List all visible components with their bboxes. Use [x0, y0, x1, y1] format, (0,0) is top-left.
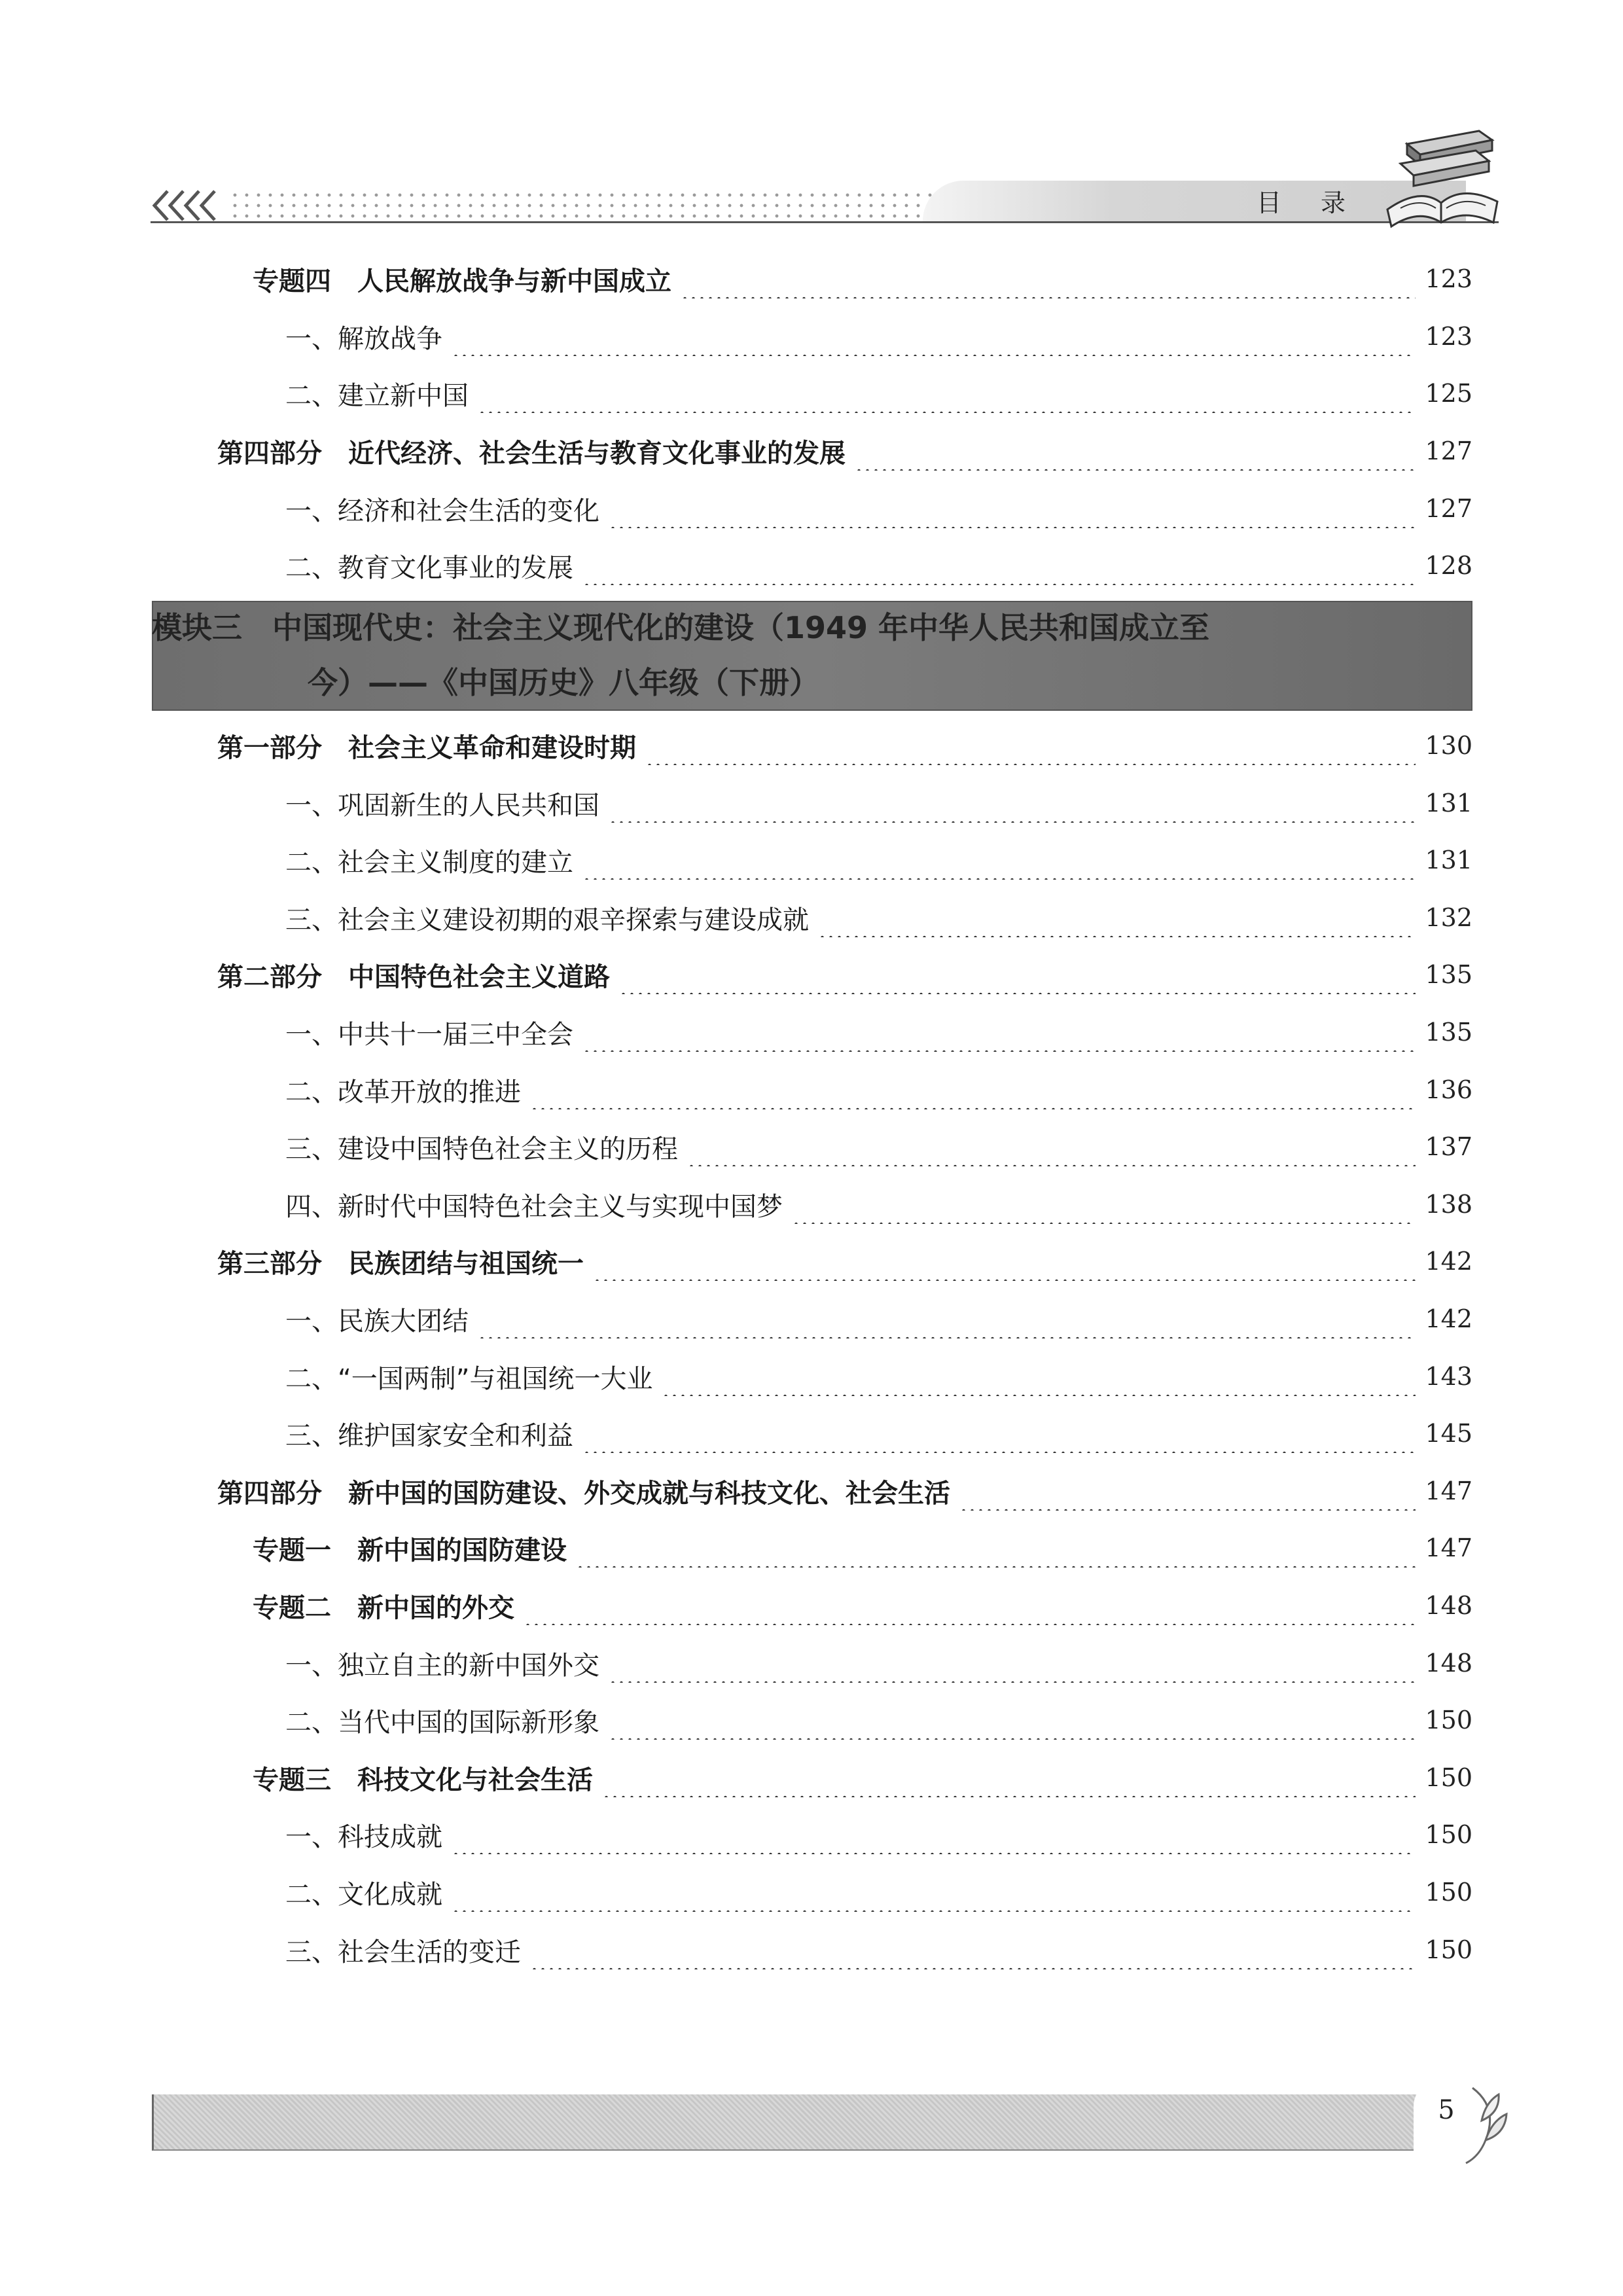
toc-entry-page: 143 — [1425, 1362, 1472, 1391]
toc-entry-page: 137 — [1425, 1132, 1472, 1161]
toc-entry[interactable] — [217, 1471, 1472, 1511]
dot-leader — [582, 546, 1416, 585]
toc-entry-label: 一、巩固新生的人民共和国 — [285, 790, 599, 821]
toc-entry-label: 第四部分 近代经济、社会生活与教育文化事业的发展 — [217, 438, 846, 469]
toc-entry-page: 123 — [1425, 264, 1472, 293]
section-label: 目录 — [1257, 188, 1385, 217]
dot-leader — [602, 1758, 1416, 1797]
toc-entry-page: 150 — [1425, 1878, 1472, 1907]
dot-leader — [452, 1873, 1416, 1912]
toc-entry-page: 148 — [1425, 1591, 1472, 1620]
dot-leader — [582, 840, 1416, 880]
toc-entry[interactable] — [285, 1013, 1472, 1052]
dot-leader — [593, 1242, 1416, 1281]
toc-entry-page: 147 — [1425, 1477, 1472, 1505]
toc-entry-label: 第一部分 社会主义革命和建设时期 — [217, 732, 636, 763]
toc-entry-label: 三、建设中国特色社会主义的历程 — [285, 1134, 678, 1164]
toc-entry-label: 第二部分 中国特色社会主义道路 — [217, 961, 610, 992]
toc-entry-page: 142 — [1425, 1304, 1472, 1333]
toc-entry-label: 二、文化成就 — [285, 1879, 442, 1910]
toc-entry-page: 142 — [1425, 1247, 1472, 1276]
toc-entry[interactable] — [285, 783, 1472, 823]
toc-entry[interactable] — [285, 546, 1472, 585]
toc-entry-label: 三、维护国家安全和利益 — [285, 1420, 573, 1451]
dot-leader — [452, 1815, 1416, 1854]
dot-leader — [609, 783, 1416, 823]
toc-entry-label: 专题四 人民解放战争与新中国成立 — [253, 266, 671, 296]
toc-entry[interactable] — [285, 1185, 1472, 1224]
toc-entry-label: 一、民族大团结 — [285, 1306, 469, 1336]
toc-entry[interactable] — [285, 1700, 1472, 1740]
toc-entry[interactable] — [217, 726, 1472, 765]
toc-entry-page: 147 — [1425, 1534, 1472, 1562]
toc-entry[interactable] — [285, 1357, 1472, 1396]
toc-entry-page: 136 — [1425, 1075, 1472, 1104]
toc-entry-page: 127 — [1425, 437, 1472, 465]
toc-entry-label: 二、“一国两制”与祖国统一大业 — [285, 1363, 653, 1394]
toc-entry-label: 三、社会生活的变迁 — [285, 1937, 521, 1967]
toc-entry[interactable] — [285, 1299, 1472, 1338]
toc-entry[interactable] — [285, 489, 1472, 528]
toc-entry[interactable] — [285, 1127, 1472, 1166]
toc-entry-label: 一、中共十一届三中全会 — [285, 1019, 573, 1050]
toc-entry[interactable] — [285, 840, 1472, 880]
toc-entry-page: 128 — [1425, 551, 1472, 580]
toc-entry-page: 138 — [1425, 1190, 1472, 1219]
toc-entry-label: 第四部分 新中国的国防建设、外交成就与科技文化、社会生活 — [217, 1478, 950, 1509]
toc-entry-label: 三、社会主义建设初期的艰辛探索与建设成就 — [285, 905, 809, 935]
dot-leader — [687, 1127, 1416, 1166]
dot-leader — [619, 955, 1416, 994]
toc-entry-label: 一、解放战争 — [285, 323, 442, 354]
toc-entry-page: 131 — [1425, 846, 1472, 874]
toc-entry[interactable] — [253, 1528, 1472, 1568]
dot-leader — [609, 489, 1416, 528]
module-title-line1: 模块三 中国现代史：社会主义现代化的建设（1949 年中华人民共和国成立至 — [152, 610, 1210, 645]
toc-entry[interactable] — [285, 1414, 1472, 1453]
dot-leader — [478, 374, 1416, 413]
module-title-line2: 今）——《中国历史》八年级（下册） — [308, 665, 819, 700]
toc-entry-page: 150 — [1425, 1935, 1472, 1964]
toc-entry-page: 150 — [1425, 1763, 1472, 1792]
dot-leader — [818, 898, 1416, 937]
toc-entry[interactable] — [253, 1758, 1472, 1797]
toc-entry[interactable] — [217, 955, 1472, 994]
toc-entry-page: 145 — [1425, 1419, 1472, 1448]
toc-entry[interactable] — [285, 1815, 1472, 1854]
toc-entry-label: 第三部分 民族团结与祖国统一 — [217, 1248, 584, 1279]
toc-entry[interactable] — [285, 317, 1472, 356]
toc-entry-page: 131 — [1425, 789, 1472, 817]
toc-entry-page: 130 — [1425, 731, 1472, 760]
dot-leader — [452, 317, 1416, 356]
toc-entry[interactable] — [217, 1242, 1472, 1281]
toc-entry-label: 专题一 新中国的国防建设 — [253, 1535, 567, 1566]
dot-leader — [524, 1586, 1416, 1625]
toc-entry[interactable] — [253, 1586, 1472, 1625]
dot-leader — [576, 1528, 1416, 1568]
toc-entry-label: 一、经济和社会生活的变化 — [285, 495, 599, 526]
dot-leader — [855, 431, 1416, 471]
toc-entry-label: 二、社会主义制度的建立 — [285, 847, 573, 878]
dot-leader — [681, 259, 1416, 298]
toc-entry-label: 二、教育文化事业的发展 — [285, 552, 573, 583]
dot-leader — [478, 1299, 1416, 1338]
dot-leader — [582, 1414, 1416, 1453]
leaf-icon — [1459, 2075, 1512, 2166]
toc-entry[interactable] — [285, 898, 1472, 937]
toc-entry[interactable] — [217, 431, 1472, 471]
toc-entry-label: 专题二 新中国的外交 — [253, 1592, 514, 1623]
toc-entry[interactable] — [285, 1070, 1472, 1109]
toc-entry-label: 专题三 科技文化与社会生活 — [253, 1765, 593, 1795]
footer-band — [152, 2094, 1417, 2151]
toc-entry-page: 123 — [1425, 322, 1472, 351]
toc-entry-page: 135 — [1425, 1018, 1472, 1047]
toc-entry-page: 135 — [1425, 960, 1472, 989]
dot-leader — [645, 726, 1416, 765]
toc-entry-label: 一、独立自主的新中国外交 — [285, 1650, 599, 1681]
dot-leader — [582, 1013, 1416, 1052]
toc-entry[interactable] — [285, 1930, 1472, 1969]
dot-leader — [530, 1070, 1416, 1109]
toc-entry-page: 127 — [1425, 494, 1472, 523]
dot-leader — [609, 1643, 1416, 1683]
toc-entry[interactable] — [253, 259, 1472, 298]
toc-entry[interactable] — [285, 1873, 1472, 1912]
toc-entry-page: 132 — [1425, 903, 1472, 932]
dot-leader — [609, 1700, 1416, 1740]
toc-entry-page: 125 — [1425, 379, 1472, 408]
toc-entry-label: 一、科技成就 — [285, 1821, 442, 1852]
toc-entry[interactable] — [285, 1643, 1472, 1683]
page-number: 5 — [1438, 2095, 1455, 2125]
dot-leader — [530, 1930, 1416, 1969]
toc-entry-label: 四、新时代中国特色社会主义与实现中国梦 — [285, 1191, 783, 1222]
toc-entry-page: 150 — [1425, 1706, 1472, 1734]
toc-entry[interactable] — [285, 374, 1472, 413]
toc-entry-label: 二、改革开放的推进 — [285, 1077, 521, 1107]
dot-leader — [792, 1185, 1416, 1224]
dot-leader — [662, 1357, 1416, 1396]
toc-entry-page: 150 — [1425, 1820, 1472, 1849]
toc-entry-label: 二、当代中国的国际新形象 — [285, 1707, 599, 1738]
toc-entry-label: 二、建立新中国 — [285, 380, 469, 411]
toc-entry-page: 148 — [1425, 1649, 1472, 1677]
dot-leader — [959, 1471, 1416, 1511]
